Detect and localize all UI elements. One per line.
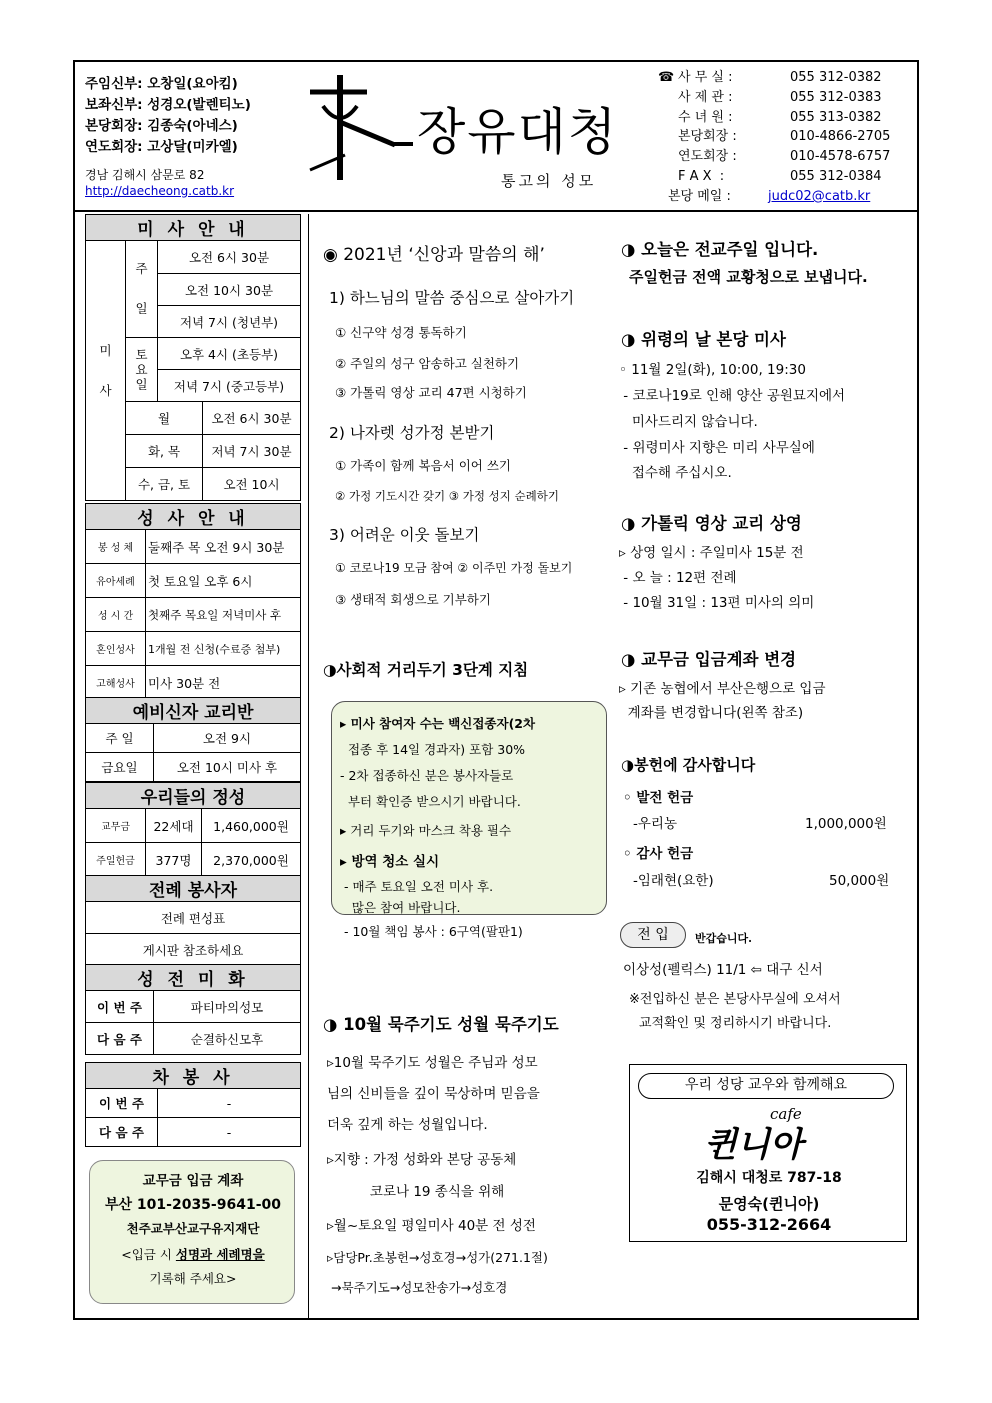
video-line: ▹ 상영 일시 : 주일미사 15분 전 [619,545,804,561]
distancing-line: ▸ 방역 청소 실시 [340,854,440,870]
tea-title: 차 봉 사 [86,1063,301,1089]
cafe-phone: 055-312-2664 [706,1215,832,1234]
thanks-title: ◑봉헌에 감사합니다 [621,756,756,774]
sacrament-key: 고해성사 [86,666,146,700]
flowers-value: 순결하신모후 [154,1023,301,1055]
year-item: ③ 가톨릭 영상 교리 47편 시청하기 [335,385,527,400]
offering-count: 22세대 [146,809,202,843]
year-title: ◉ 2021년 ‘신앙과 말씀의 해’ [323,245,545,265]
cross-icon [305,70,435,180]
transfer-welcome: 반갑습니다. [695,932,752,945]
sacrament-key: 유아세례 [86,564,146,598]
year-item: ① 가족이 함께 복음서 이어 쓰기 [335,458,511,473]
year-item: ② 주일의 성구 암송하고 실천하기 [335,356,520,371]
address-block [85,167,234,199]
rosary-line: ▹월~토요일 평일미사 40분 전 성전 [327,1218,536,1234]
logo [305,70,645,200]
tea-value: - [158,1089,301,1118]
offering-key: 주일헌금 [86,843,146,877]
clergy-assistant: 보좌신부: 성경오(발렌티노) [85,97,251,113]
year-section-3: 3) 어려운 이웃 돌보기 [329,526,480,544]
bank-title: ◑ 교무금 입금계좌 변경 [621,650,797,669]
cafe-script: cafe [770,1105,802,1123]
catechumen-day: 금요일 [86,753,154,782]
cafe-banner: 우리 성당 교우와 함께해요 [638,1073,894,1099]
year-item: ① 신구약 성경 통독하기 [335,325,467,340]
distancing-line: ▸ 미사 참여자 수는 백신접종자(2차 [340,716,536,731]
thanks-name: -우리농 [633,816,677,832]
clergy-council: 본당회장: 김종숙(아네스) [85,118,238,134]
sacrament-table [85,503,301,700]
saturday-mass-1: 오후 4시 (초등부) [158,338,301,370]
liturgy-title: 전례 봉사자 [86,876,301,902]
flowers-value: 파티마의성모 [154,991,301,1023]
mission-subtitle: 주일헌금 전액 교황청으로 보냅니다. [629,268,868,286]
flowers-week: 다 음 주 [86,1023,154,1055]
memorial-line: 미사드리지 않습니다. [619,414,758,430]
catechumen-table [85,697,301,782]
liturgy-row: 전례 편성표 [86,902,301,934]
bank-line: 계좌를 변경합니다(왼쪽 참조) [619,705,804,721]
offering-title: 우리들의 정성 [86,783,301,809]
transfer-note: ※전입하신 분은 본당사무실에 오셔서 [629,992,841,1007]
sacrament-title: 성 사 안 내 [86,504,301,530]
offering-count: 377명 [146,843,202,877]
middle-column [311,214,611,1320]
sunday-label: 주 일 [126,241,158,338]
parish-subtitle: 통고의 성모 [501,172,597,190]
homepage-link[interactable]: http://daecheong.catb.kr [85,184,235,198]
rosary-title: ◑ 10월 묵주기도 성월 묵주기도 [323,1015,559,1034]
offering-amount: 2,370,000원 [202,843,301,877]
thanks-group-2: ◦ 감사 헌금 [623,846,694,862]
liturgy-table [85,875,301,966]
cafe-address: 김해시 대청로 787-18 [696,1170,842,1186]
tea-week: 이 번 주 [86,1089,158,1118]
left-column [75,214,309,1320]
mission-title: ◑ 오늘은 전교주일 입니다. [621,240,819,259]
weekday-day: 수, 금, 토 [126,468,203,501]
right-column [615,214,917,1320]
flowers-table [85,964,301,1055]
mass-title: 미 사 안 내 [86,215,301,241]
sacrament-value: 둘째주 목 오전 9시 30분 [146,530,301,564]
catechumen-time: 오전 10시 미사 후 [154,753,301,782]
memorial-line: ◦ 11월 2일(화), 10:00, 19:30 [619,362,806,378]
weekday-day: 화, 목 [126,435,203,468]
bank-line: ▹ 기존 농협에서 부산은행으로 입금 [619,681,826,697]
account-number: 부산 101-2035-9641-00 [105,1197,281,1213]
cafe-owner: 문영숙(퀸니아) [718,1195,820,1213]
sacrament-value: 1개월 전 신청(수료증 첨부) [146,632,301,666]
rosary-line: ▹10월 묵주기도 성월은 주님과 성모 [327,1055,538,1071]
offering-key: 교무금 [86,809,146,843]
rosary-line: 코로나 19 종식을 위해 [327,1184,505,1200]
distancing-line: ▸ 거리 두기와 마스크 착용 필수 [340,823,512,838]
weekday-time: 오전 10시 [203,468,301,501]
cafe-name: 퀸니아 [704,1125,803,1165]
year-item: ② 가정 기도시간 갖기 ③ 가정 성지 순례하기 [335,489,559,503]
video-line: - 오 늘 : 12편 전례 [619,570,737,586]
sacrament-value: 첫째주 목요일 저녁미사 후 [146,598,301,632]
phone-icon: ☎ [658,70,675,85]
year-section-1: 1) 하느님의 말씀 중심으로 살아가기 [329,289,575,307]
clergy-list [85,74,251,158]
year-section-2: 2) 나자렛 성가정 본받기 [329,424,495,442]
year-item: ③ 생태적 회생으로 기부하기 [335,592,491,607]
distancing-line: - 매주 토요일 오전 미사 후. [340,879,494,894]
distancing-line: 접종 후 14일 경과자) 포함 30% [340,742,526,757]
account-title: 교무금 입금 계좌 [142,1173,244,1189]
thanks-group-1: ◦ 발전 헌금 [623,790,694,806]
clergy-prayer: 연도회장: 고상달(미카엘) [85,139,238,155]
video-title: ◑ 가톨릭 영상 교리 상영 [621,514,802,533]
mass-table [85,214,301,501]
rosary-line: ▹지향 : 가정 성화와 본당 공동체 [327,1152,517,1168]
memorial-title: ◑ 위령의 날 본당 미사 [621,330,786,349]
video-line: - 10월 31일 : 13편 미사의 의미 [619,595,815,611]
rosary-line: ▹담당Pr.초봉헌→성호경→성가(271.1절) [327,1250,548,1265]
account-note: <입금 시 성명과 세례명을 [121,1247,265,1262]
liturgy-row: 게시판 참조하세요 [86,934,301,966]
weekday-day: 월 [126,402,203,435]
email-link[interactable]: judc02@catb.kr [768,188,871,204]
flowers-title: 성 전 미 화 [86,965,301,991]
address: 경남 김해시 삼문로 82 [85,168,205,182]
saturday-mass-2: 저녁 7시 (중고등부) [158,370,301,402]
transfer-note: 교적확인 및 정리하시기 바랍니다. [639,1016,832,1031]
catechumen-title: 예비신자 교리반 [86,698,301,724]
bulletin-page [73,60,919,1320]
flowers-week: 이 번 주 [86,991,154,1023]
memorial-line: - 위령미사 지향은 미리 사무실에 [619,440,815,456]
sacrament-key: 봉 성 체 [86,530,146,564]
transfer-line: 이상성(펠릭스) 11/1 ⇦ 대구 신서 [623,962,823,978]
sunday-mass-3: 저녁 7시 (청년부) [158,306,301,338]
saturday-label: 토 요 일 [126,338,158,402]
year-item: ① 코로나19 모금 참여 ② 이주민 가정 돌보기 [335,561,573,575]
sacrament-value: 미사 30분 전 [146,666,301,700]
sunday-mass-2: 오전 10시 30분 [158,274,301,306]
contact-list: ☎ 사 무 실 : 055 312-0382 사 제 관 : 055 312-0383 수 녀 원 : 055 313-0382 본당회장 : 010-4866-2705 연도회장 : 010-4578-6757 F A X : 055 312-0384 본당 메일 : judc02@catb.kr [658,68,890,207]
sacrament-key: 성 시 간 [86,598,146,632]
sunday-mass-1: 오전 6시 30분 [158,241,301,274]
rosary-line: →묵주기도→성모찬송가→성호경 [327,1280,508,1295]
weekday-time: 저녁 7시 30분 [203,435,301,468]
catechumen-time: 오전 9시 [154,724,301,753]
offering-amount: 1,460,000원 [202,809,301,843]
header [75,62,917,212]
distancing-title: ◑사회적 거리두기 3단계 지침 [323,661,529,679]
clergy-pastor: 주임신부: 오창일(요아킴) [85,76,238,92]
distancing-box [331,701,607,939]
mass-label: 미 사 [86,241,126,501]
rosary-line: 님의 신비들을 깊이 묵상하며 믿음을 [327,1086,540,1102]
account-note-2: 기록해 주세요> [149,1271,237,1286]
thanks-amount: 1,000,000원 [805,816,887,832]
weekday-time: 오전 6시 30분 [203,402,301,435]
distancing-line: 많은 참여 바랍니다. [340,900,461,915]
parish-title: 장유대청 [417,103,619,161]
account-holder: 천주교부산교구유지재단 [126,1221,260,1236]
tea-week: 다 음 주 [86,1118,158,1147]
catechumen-day: 주 일 [86,724,154,753]
sacrament-key: 혼인성사 [86,632,146,666]
offering-table [85,782,301,877]
account-box [89,1160,295,1304]
distancing-line: - 2차 접종하신 분은 봉사자들로 [340,768,514,783]
distancing-line: 부터 확인증 받으시기 바랍니다. [340,794,521,809]
memorial-line: 접수해 주십시오. [619,465,732,481]
memorial-line: - 코로나19로 인해 양산 공원묘지에서 [619,388,846,404]
transfer-badge: 전 입 [620,922,686,948]
thanks-name: -임래현(요한) [633,873,714,889]
distancing-line: - 10월 책임 봉사 : 6구역(팔판1) [340,924,523,939]
tea-value: - [158,1118,301,1147]
cafe-ad [629,1064,907,1242]
tea-table [85,1062,301,1147]
thanks-amount: 50,000원 [829,873,890,889]
rosary-line: 더욱 깊게 하는 성월입니다. [327,1117,488,1133]
sacrament-value: 첫 토요일 오후 6시 [146,564,301,598]
